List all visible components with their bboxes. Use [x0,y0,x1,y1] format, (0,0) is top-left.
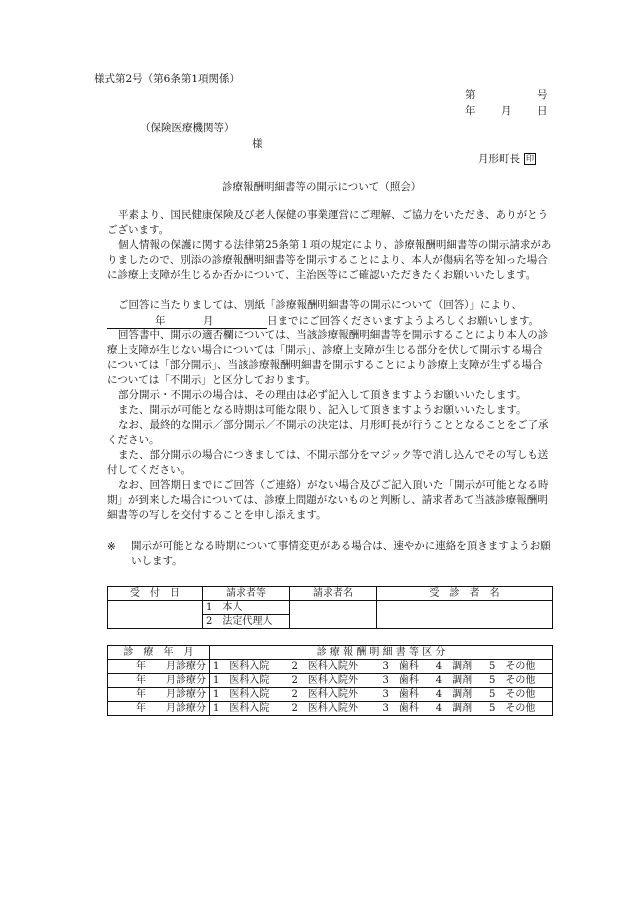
paragraph-request: 個人情報の保護に関する法律第25条第１項の規定により、診療報酬明細書等の開示請求がありましたので、別添の診療報酬明細書等を開示することにより、本人が傷病名等を知った場合に診療上支障が生じるか否かについて、主治医等にご確認いただきたくお願いいたします。 [107,239,552,281]
table-row [108,601,553,615]
number-prefix: 第 [465,89,476,101]
category-dental[interactable]: 3 歯科 [380,688,433,702]
seal-icon: 印 [526,154,534,163]
header-patient-name: 受 診 者 名 [377,587,553,601]
category-inpatient[interactable]: 1 医科入院 [210,702,289,716]
sender-title: 月形町長 [478,153,520,165]
requester-name-cell[interactable] [290,601,377,629]
claim-category-table [107,645,553,716]
number-suffix: 号 [537,89,548,101]
table-header-row [108,646,553,660]
paragraph-decision: なお、最終的な開示／部分開示／不開示の決定は、月形町長が行うこととなることをご了承ください。 [107,419,549,446]
paragraph-reason: 部分開示・不開示の場合は、その理由は必ず記入して頂きますようお願いいたします。 [118,389,527,401]
header-reception-date: 受 付 日 [108,587,203,601]
date-day: 日 [537,105,548,117]
header-requester-name: 請求者名 [290,587,377,601]
requester-option-self[interactable]: 1 本人 [203,601,290,615]
table-header-row [108,587,553,601]
category-outpatient[interactable]: 2 医科入院外 [289,688,380,702]
treatment-month-cell[interactable]: 年 月診療分 [108,660,210,674]
category-other[interactable]: 5 その他 [486,674,553,688]
treatment-month-cell[interactable]: 年 月診療分 [108,702,210,716]
category-pharmacy[interactable]: 4 調剤 [433,674,486,688]
reception-date-cell[interactable] [108,601,203,629]
request-info-table [107,586,553,629]
category-dental[interactable]: 3 歯科 [380,674,433,688]
category-inpatient[interactable]: 1 医科入院 [210,674,289,688]
category-dental[interactable]: 3 歯科 [380,702,433,716]
header-claim-category: 診 療 報 酬 明 細 書 等 区 分 [210,646,553,660]
date-month: 月 [501,105,512,117]
paragraph-partial: また、部分開示の場合につきましては、不開示部分をマジック等で消し込んでその写しも送付してください。 [107,449,549,476]
patient-name-cell[interactable] [377,601,553,629]
header-treatment-month: 診 療 年 月 [108,646,210,660]
category-pharmacy[interactable]: 4 調剤 [433,702,486,716]
category-outpatient[interactable]: 2 医科入院外 [289,674,380,688]
date-year: 年 [465,105,476,117]
table-row [108,660,553,674]
category-pharmacy[interactable]: 4 調剤 [433,660,486,674]
deadline-month: 月 [203,315,214,327]
deadline-line [107,315,539,329]
recipient-institution: （保険医療機関等） [140,122,235,134]
note-mark: ※ [107,541,116,553]
paragraph-classification: 回答書中、開示の適否欄については、当該診療報酬明細書等を開示することにより本人の診療上支障が生じない場合については「開示」、診療上支障が生じる部分を伏して開示する場合については「部分開示」、当該診療報酬明細書を開示することにより診療上支障が生ずる場合については「不開示」と区分しております。 [107,329,549,386]
paragraph-greeting: 平素より、国民健康保険及び老人保健の事業運営にご理解、ご協力をいただき、ありがとうございます。 [107,209,549,236]
deadline-rest: 日までにご回答くださいますようよろしくお願いします。 [267,315,540,327]
treatment-month-cell[interactable]: 年 月診療分 [108,674,210,688]
category-inpatient[interactable]: 1 医科入院 [210,660,289,674]
category-pharmacy[interactable]: 4 調剤 [433,688,486,702]
requester-option-agent[interactable]: 2 法定代理人 [203,615,290,629]
paragraph-timing: また、開示が可能となる時期は可能な限り、記入して頂きますようお願いいたします。 [118,404,527,416]
category-other[interactable]: 5 その他 [486,688,553,702]
document-title: 診療報酬明細書等の開示について（照会） [222,181,422,193]
category-inpatient[interactable]: 1 医科入院 [210,688,289,702]
category-other[interactable]: 5 その他 [486,660,553,674]
paragraph-reply-method: ご回答に当たりましては、別紙「診療報酬明細書等の開示について（回答）」により、 [118,299,523,311]
deadline-blank[interactable] [107,315,267,329]
paragraph-deadline-note: なお、回答期日までにご回答（ご連絡）がない場合及びご記入頂いた「開示が可能となる時期」が到来した場合については、診療上問題がないものと判断し、請求者あて当該診療報酬明細書等の写しを交付することを申し添えます。 [107,479,549,521]
table-row [108,674,553,688]
deadline-year: 年 [155,315,166,327]
category-other[interactable]: 5 その他 [486,702,553,716]
category-outpatient[interactable]: 2 医科入院外 [289,702,380,716]
treatment-month-cell[interactable]: 年 月診療分 [108,688,210,702]
form-label: 様式第2号（第6条第1項関係） [94,73,241,85]
table-row [108,688,553,702]
category-outpatient[interactable]: 2 医科入院外 [289,660,380,674]
category-dental[interactable]: 3 歯科 [380,660,433,674]
recipient-honorific: 様 [252,138,263,150]
sender-name [478,153,536,166]
header-requester-type: 請求者等 [203,587,290,601]
note-text: 開示が可能となる時期について事情変更がある場合は、速やかに連絡を頂きますようお願いします。 [131,540,551,567]
table-row [108,702,553,716]
